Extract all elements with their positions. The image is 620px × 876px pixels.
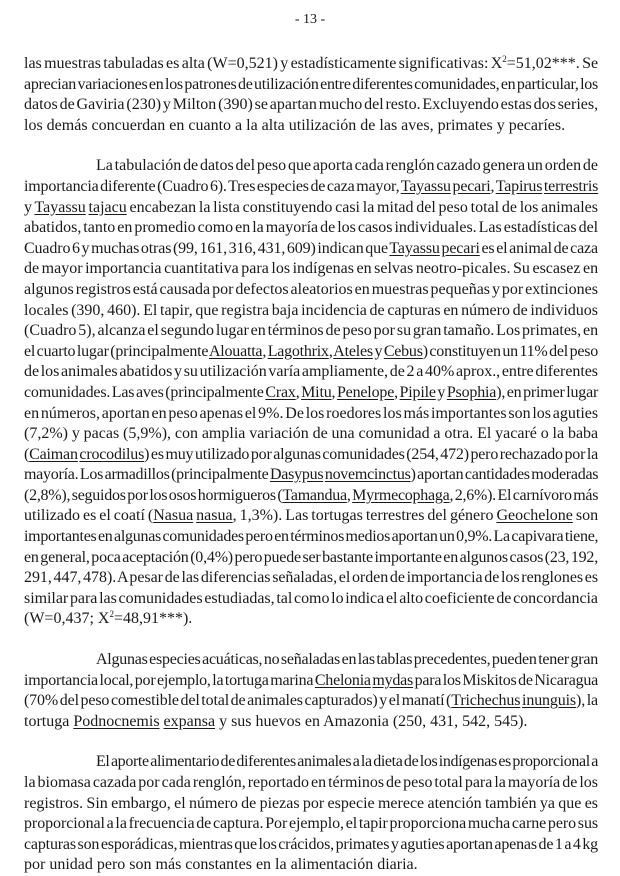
- text-segment: tortuga: [24, 712, 74, 730]
- text-line: [24, 568, 598, 589]
- text-line: [24, 383, 598, 404]
- species-name-underlined: Mitu: [301, 383, 332, 401]
- species-name-underlined: Penelope: [336, 383, 395, 401]
- text-segment: similar para las comunidades estudiadas, tal como lo indica el alto coeficiente de concordancia: [24, 589, 598, 607]
- text-line: [24, 527, 598, 548]
- text-line: [24, 218, 598, 239]
- text-segment: ,: [394, 383, 400, 401]
- text-line: [24, 301, 598, 322]
- text-line: [24, 259, 598, 280]
- text-line-content: [24, 590, 598, 607]
- species-name-underlined: Alouatta: [208, 342, 263, 360]
- text-line: [24, 75, 598, 96]
- text-segment: ,: [262, 342, 268, 360]
- text-segment: El aporte alimentario de diferentes animales a la dieta de los indígenas es proporcional a: [96, 753, 598, 771]
- text-line: [24, 835, 598, 856]
- text-segment: y: [372, 342, 384, 360]
- text-segment: =48,91***).: [113, 610, 193, 628]
- text-line-content: [96, 651, 598, 668]
- species-name-underlined: Lagothrix: [267, 342, 329, 360]
- text-line-content: [24, 856, 418, 873]
- text-line: [24, 752, 598, 773]
- species-name-underlined: crocodilus: [79, 445, 145, 463]
- text-line-content: [24, 487, 598, 504]
- text-segment: los demás concuerdan en cuanto a la alta utilización de las aves, primates y pecaríes.: [24, 116, 566, 134]
- text-line: [24, 177, 598, 198]
- text-line-content: [24, 569, 598, 586]
- text-line-content: [24, 302, 598, 319]
- text-line-content: [24, 96, 598, 113]
- text-segment: (7,2%) y pacas (5,9%), con amplia variación de una comunidad a otra. El yacaré o la baba: [24, 425, 599, 443]
- text-line: [24, 404, 598, 425]
- text-line-content: [24, 178, 598, 195]
- text-line-content: [24, 466, 598, 483]
- text-segment: importantes en algunas comunidades pero en términos medios aportan un 0,9%. La capivara tiene,: [24, 528, 599, 546]
- text-segment: ,: [328, 342, 334, 360]
- text-line: [24, 54, 598, 75]
- text-line-content: [96, 157, 598, 174]
- text-line-content: [96, 753, 598, 770]
- species-name-underlined: Psophia: [446, 383, 497, 401]
- text-line: [24, 321, 598, 342]
- species-name-underlined: Tayassu: [400, 177, 451, 195]
- species-name-underlined: Tamandua: [282, 486, 347, 504]
- species-name-underlined: mydas: [372, 671, 414, 689]
- text-segment: importancia local, por ejemplo, la tortuga marina: [24, 671, 315, 689]
- text-line: [24, 280, 598, 301]
- text-segment: ,: [490, 177, 496, 195]
- text-segment: ), en primer lugar: [496, 383, 599, 401]
- text-line-content: [24, 240, 598, 257]
- species-name-underlined: Chelonia: [314, 671, 371, 689]
- text-segment: capturas son esporádicas, mientras que los crácidos, primates y aguties aportan apenas de 1 a 4 kg: [24, 835, 598, 853]
- text-line-content: [24, 117, 565, 134]
- text-segment: =51,02***. Se: [506, 55, 599, 72]
- text-line-content: [24, 405, 598, 422]
- species-name-underlined: inunguis: [522, 692, 577, 710]
- text-line-content: [24, 281, 598, 298]
- text-line: [24, 156, 598, 177]
- text-line-content: [24, 549, 598, 566]
- species-name-underlined: Tapirus: [495, 177, 543, 195]
- text-line: [24, 855, 598, 876]
- species-name-underlined: nasua: [196, 507, 233, 525]
- text-segment: algunos registros está causada por defectos aleatorios en muestras pequeñas y por extinciones: [24, 280, 598, 298]
- text-segment: de mayor importancia cuantitativa para los indígenas en selvas neotro-picales. Su escasez en: [24, 260, 599, 278]
- text-segment: , 1,3%). Las tortugas terrestres del género: [232, 507, 497, 525]
- text-line-content: [24, 199, 598, 216]
- text-segment: comunidades. Las aves (principalmente: [24, 383, 266, 401]
- text-segment: de los animales abatidos y su utilización varía ampliamente, de 2 a 40% aprox., entre diferentes: [24, 363, 598, 381]
- text-segment: ) constituyen un 11% del peso: [422, 342, 599, 360]
- text-segment: es el animal de caza: [479, 239, 598, 257]
- paragraph-weight-tabulation: [24, 156, 598, 630]
- text-line-content: [24, 836, 598, 853]
- text-segment: 291, 447, 478). A pesar de las diferencias señaladas, el orden de importancia de los renglones es: [24, 569, 599, 587]
- text-segment: encabezan la lista constituyendo casi la mitad del peso total de los animales: [126, 198, 598, 216]
- text-line: [24, 589, 598, 610]
- species-name-underlined: Cebus: [383, 342, 423, 360]
- text-line-content: [24, 507, 598, 524]
- text-line: [24, 342, 598, 363]
- page-body: [24, 30, 598, 876]
- text-segment: aprecian variaciones en los patrones de utilización entre diferentes comunidades, en particular, los: [24, 75, 598, 93]
- text-line-content: [24, 322, 598, 339]
- text-segment: ) es muy utilizado por algunas comunidades (254, 472) pero rechazado por la: [144, 445, 599, 463]
- text-line: [24, 609, 598, 630]
- species-name-underlined: Podnocnemis: [73, 712, 160, 730]
- text-segment: Algunas especies acuáticas, no señaladas en las tablas precedentes, pueden tener gran: [96, 651, 598, 669]
- text-segment: La tabulación de datos del peso que aporta cada renglón cazado genera un orden de: [96, 157, 598, 175]
- species-name-underlined: Myrmecophaga: [352, 486, 450, 504]
- species-name-underlined: Tayassu: [389, 239, 440, 257]
- text-line: [24, 671, 598, 692]
- text-segment: (Cuadro 5), alcanza el segundo lugar en términos de peso por su gran tamaño. Los primates, en: [24, 322, 599, 340]
- text-segment: Cuadro 6 y muchas otras (99, 161, 316, 431, 609) indican que: [24, 239, 390, 257]
- text-segment: en números, aportan en peso apenas el 9%. De los roedores los más importantes son los aguties: [24, 404, 599, 422]
- text-line: [24, 773, 598, 794]
- species-name-underlined: Trichechus: [451, 692, 521, 710]
- text-segment: por unidad pero son más constantes en la alimentación diaria.: [24, 856, 418, 874]
- text-line-content: [24, 672, 598, 689]
- text-segment: ) aportan cantidades moderadas: [410, 466, 599, 484]
- text-segment: en general, poca aceptación (0,4%) pero puede ser bastante importante en algunos casos (23, 192,: [24, 548, 598, 566]
- text-segment: (W=0,437; X: [24, 610, 110, 628]
- text-segment: el cuarto lugar (principalmente: [24, 342, 209, 360]
- text-segment: abatidos, tanto en promedio como en la mayoría de los casos individuales. Las estadísticas del: [24, 219, 599, 237]
- paragraph-aquatic-species: [24, 650, 598, 732]
- text-line: [24, 95, 598, 116]
- text-line: [24, 691, 598, 712]
- text-segment: y: [435, 383, 447, 401]
- text-line: [24, 794, 598, 815]
- text-line-content: [24, 76, 598, 93]
- text-segment: ), la: [576, 692, 598, 710]
- text-line-content: [24, 692, 598, 709]
- text-segment: (: [24, 445, 30, 463]
- paragraph-food-contribution: [24, 752, 598, 876]
- species-name-underlined: Tayassu: [34, 198, 86, 216]
- text-line: [24, 548, 598, 569]
- text-segment: ,: [295, 383, 302, 401]
- species-name-underlined: Dasypus: [270, 466, 324, 484]
- text-line-content: [24, 425, 598, 442]
- species-name-underlined: Ateles: [333, 342, 373, 360]
- species-name-underlined: Pipile: [399, 383, 436, 401]
- text-segment: , 2,6%). El carnívoro más: [449, 486, 599, 504]
- text-line: [24, 239, 598, 260]
- text-segment: importancia diferente (Cuadro 6). Tres especies de caza mayor,: [24, 177, 401, 195]
- text-line: [24, 116, 598, 137]
- text-line-content: [24, 363, 598, 380]
- species-name-underlined: Caiman: [29, 445, 78, 463]
- superscript: 2: [109, 609, 114, 620]
- text-segment: las muestras tabuladas es alta (W=0,521) y estadísticamente significativas: X: [24, 55, 503, 72]
- text-segment: (2,8%), seguidos por los osos hormigueros (: [24, 486, 283, 504]
- text-line: [24, 712, 598, 733]
- text-line-content: [24, 528, 598, 545]
- text-segment: mayoría. Los armadillos (principalmente: [24, 466, 270, 484]
- text-line-content: [24, 446, 598, 463]
- species-name-underlined: Geochelone: [496, 507, 573, 525]
- species-name-underlined: pecari: [441, 239, 480, 257]
- paragraph-statistics-summary: [24, 54, 598, 136]
- text-line-content: [24, 795, 598, 812]
- species-name-underlined: Crax: [265, 383, 296, 401]
- text-line: [24, 814, 598, 835]
- species-name-underlined: terrestris: [543, 177, 599, 195]
- superscript: 2: [502, 54, 507, 64]
- species-name-underlined: pecari: [452, 177, 491, 195]
- text-segment: son: [572, 507, 599, 525]
- text-segment: y: [24, 198, 35, 216]
- text-line: [24, 650, 598, 671]
- species-name-underlined: expansa: [163, 712, 216, 730]
- text-line: [24, 465, 598, 486]
- species-name-underlined: Nasua: [153, 507, 194, 525]
- text-segment: datos de Gaviria (230) y Milton (390) se apartan mucho del resto. Excluyendo estas dos series,: [24, 96, 599, 114]
- text-segment: (70% del peso comestible del total de animales capturados) y el manatí (: [24, 692, 452, 710]
- text-segment: para los Miskitos de Nicaragua: [413, 671, 599, 689]
- text-line-content: [24, 343, 598, 360]
- text-line: [24, 424, 598, 445]
- text-segment: la biomasa cazada por cada renglón, reportado en términos de peso total para la mayoría de los: [24, 774, 598, 791]
- text-line: [24, 506, 598, 527]
- text-line-content: [24, 55, 598, 72]
- text-line-content: [24, 610, 192, 627]
- text-line-content: [24, 260, 598, 277]
- text-segment: proporcional a la frecuencia de captura. Por ejemplo, el tapir proporciona mucha carne pero sus: [24, 815, 599, 833]
- species-name-underlined: novemcinctus: [324, 466, 411, 484]
- text-segment: utilizado es el coatí (: [24, 507, 154, 525]
- text-segment: ,: [331, 383, 337, 401]
- species-name-underlined: tajacu: [88, 198, 127, 216]
- text-segment: ,: [346, 486, 353, 504]
- text-segment: y sus huevos en Amazonia (250, 431, 542, 545).: [215, 712, 528, 730]
- text-line: [24, 486, 598, 507]
- text-line-content: [24, 219, 598, 236]
- text-line: [24, 445, 598, 466]
- text-line-content: [24, 815, 598, 832]
- text-line: [24, 198, 598, 219]
- text-line: [24, 362, 598, 383]
- text-line-content: [24, 774, 598, 791]
- page-number: - 13 -: [294, 12, 326, 27]
- text-segment: locales (390, 460). El tapir, que registra baja incidencia de capturas en número de individuos: [24, 301, 598, 319]
- text-line-content: [24, 384, 598, 401]
- text-line-content: [24, 713, 527, 730]
- text-segment: registros. Sin embargo, el número de piezas por especie merece atención también ya que es: [24, 794, 599, 812]
